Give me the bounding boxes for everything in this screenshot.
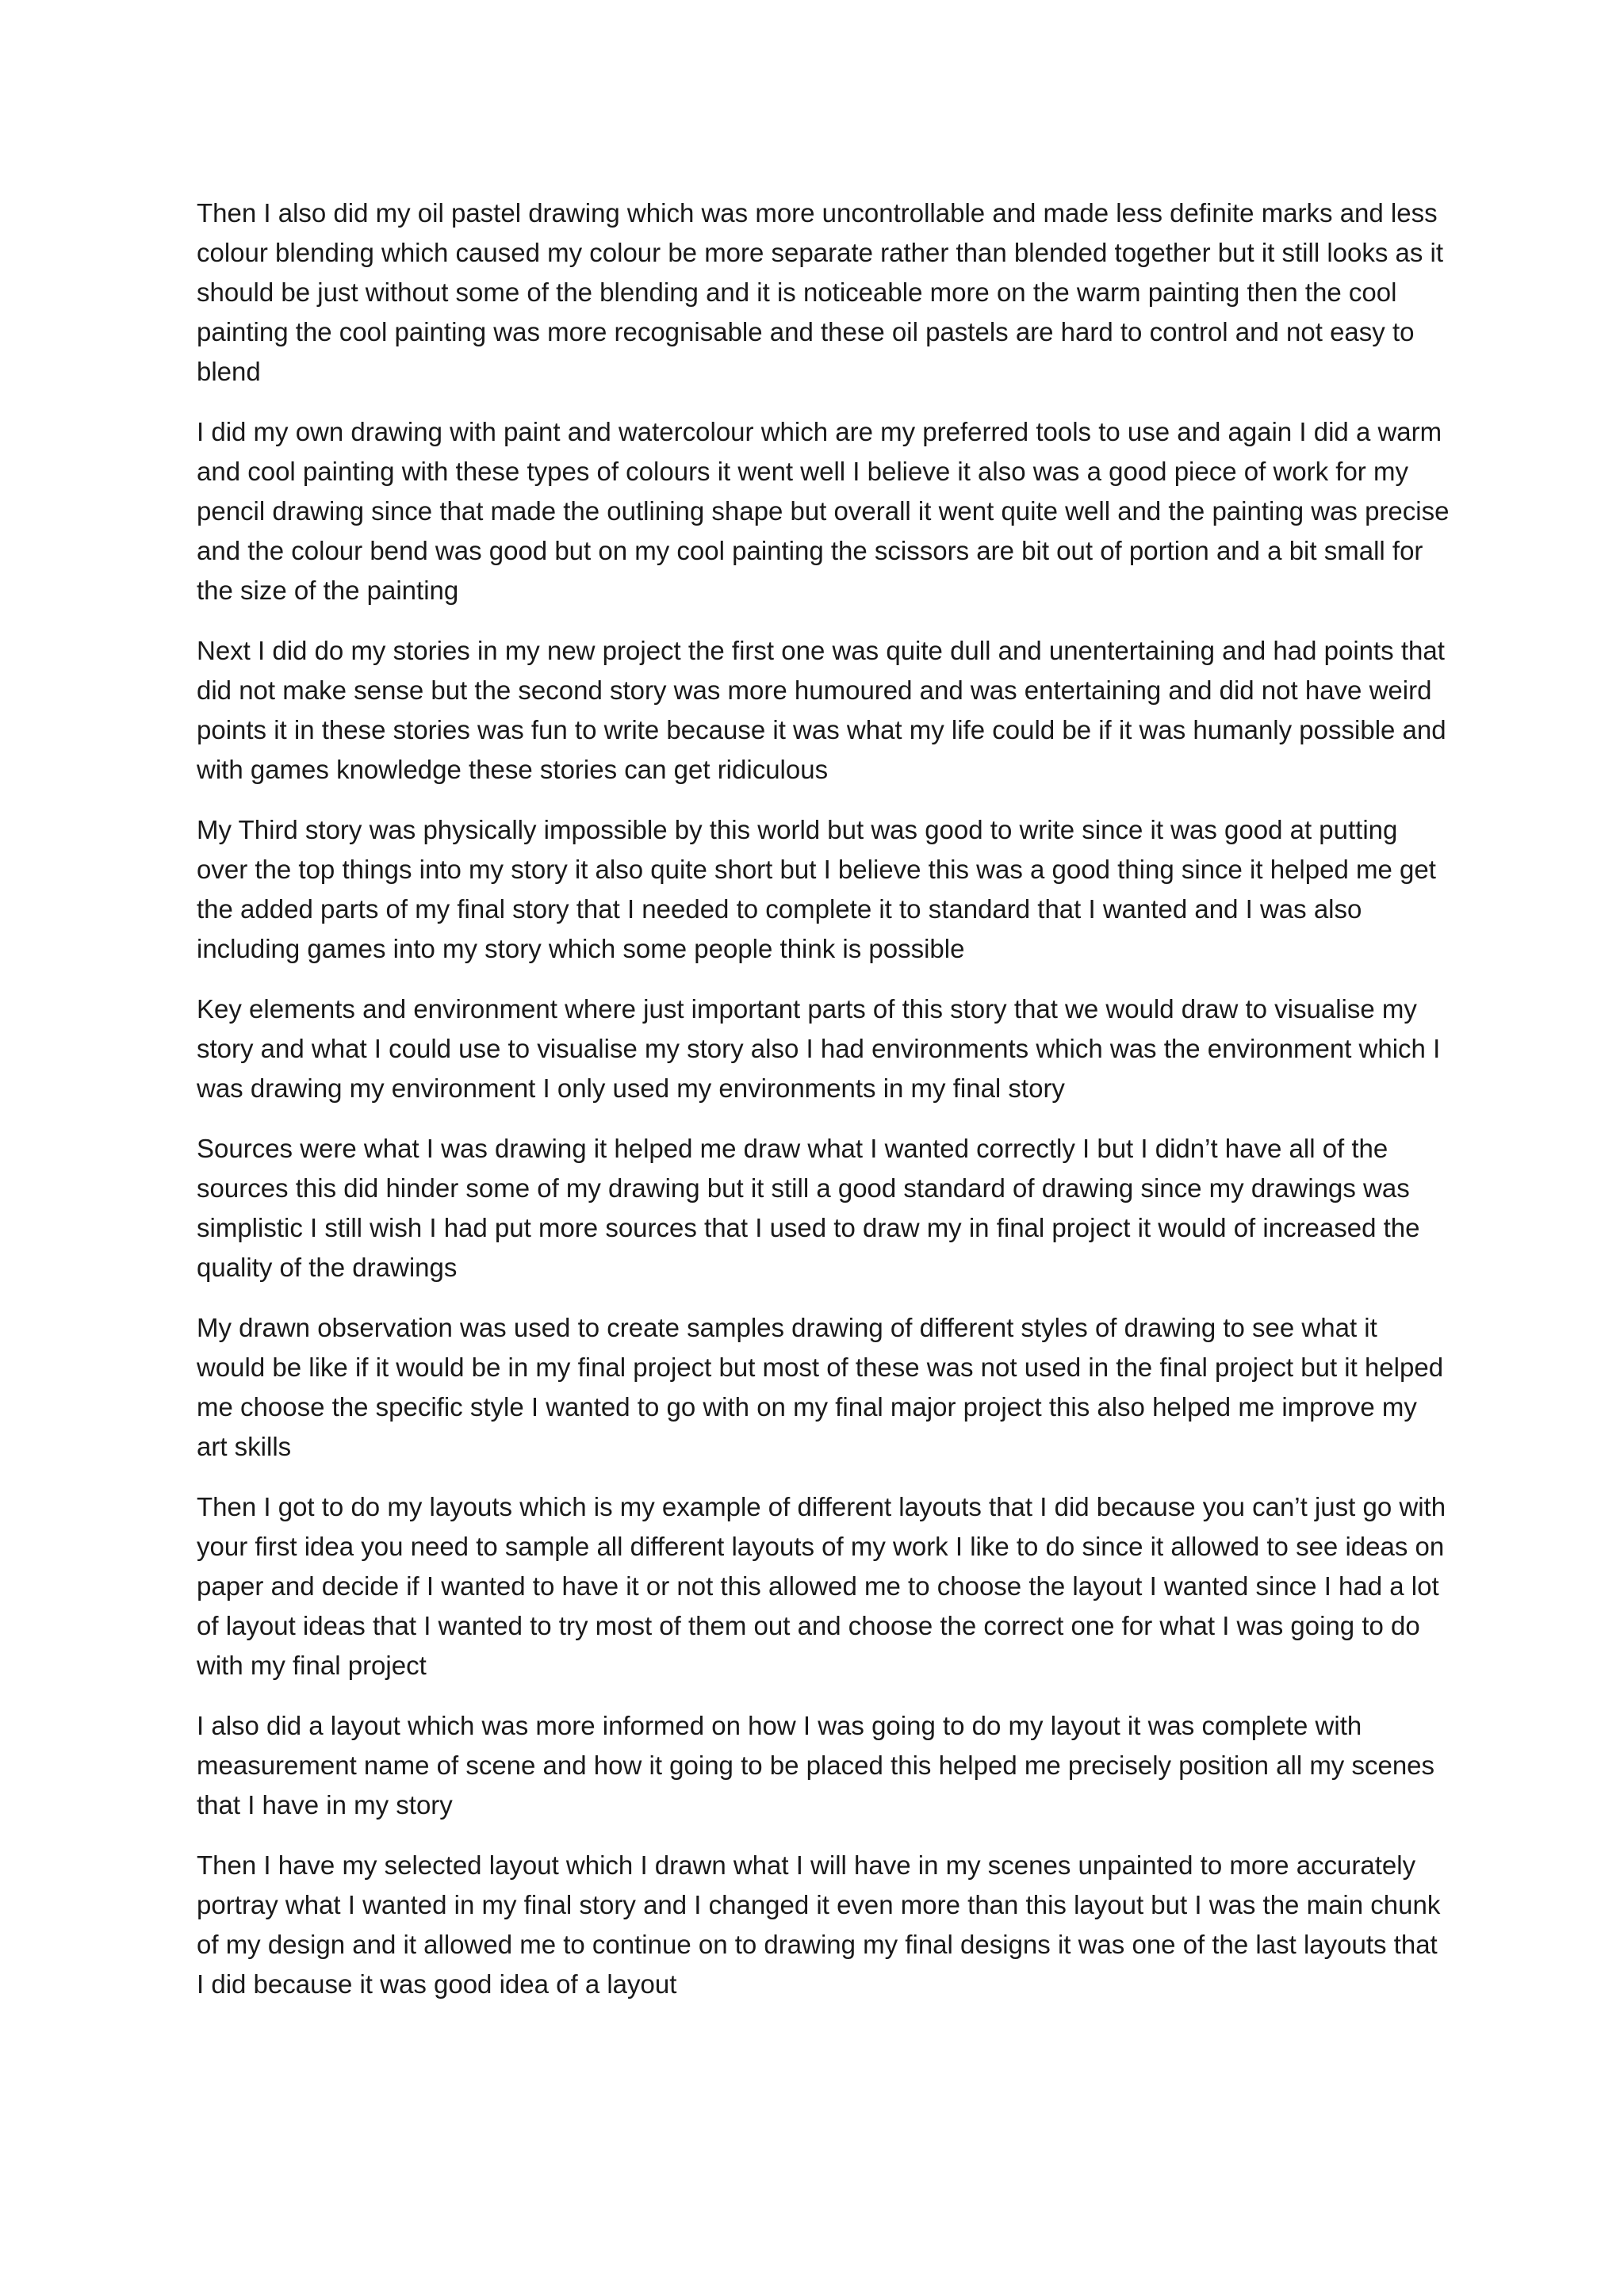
paragraph-third-story: My Third story was physically impossible by this world but was good to write since it was good at putting over the top things into my story it also quite short but I believe this was a good thing since it helped me get the added parts of my final story that I needed to complete it to standard that I wanted and I was also including games into my story which some people think is possible (197, 815, 1436, 963)
paragraph-key-elements: Key elements and environment where just important parts of this story that we would draw to visualise my story and what I could use to visualise my story also I had environments which was the environment which I was drawing my environment I only used my environments in my final story (197, 994, 1441, 1103)
paragraph-oil-pastel: Then I also did my oil pastel drawing which was more uncontrollable and made less definite marks and less colour blending which caused my colour be more separate rather than blended together but it still looks as it should be just without some of the blending and it is noticeable more on the warm painting then the cool painting the cool painting was more recognisable and these oil pastels are hard to control and not easy to blend (197, 198, 1444, 386)
paragraph-informed-layout: I also did a layout which was more informed on how I was going to do my layout it was complete with measurement name of scene and how it going to be placed this helped me precisely position all my scenes that I have in my story (197, 1711, 1435, 1820)
paragraph-paint-watercolour: I did my own drawing with paint and watercolour which are my preferred tools to use and again I did a warm and cool painting with these types of colours it went well I believe it also was a good piece of work for my pencil drawing since that made the outlining shape but overall it went quite well and the painting was precise and the colour bend was good but on my cool painting the scissors are bit out of portion and a bit small for the size of the painting (197, 417, 1450, 605)
document-body (197, 193, 1450, 2025)
paragraph-sources: Sources were what I was drawing it helped me draw what I wanted correctly I but I didn’t have all of the sources this did hinder some of my drawing but it still a good standard of drawing since my drawings was simplistic I still wish I had put more sources that I used to draw my in final project it would of increased the quality of the drawings (197, 1134, 1420, 1282)
paragraph-selected-layout: Then I have my selected layout which I drawn what I will have in my scenes unpainted to more accurately portray what I wanted in my final story and I changed it even more than this layout but I was the main chunk of my design and it allowed me to continue on to drawing my final designs it was one of the last layouts that I did because it was good idea of a layout (197, 1850, 1441, 1999)
paragraph-stories: Next I did do my stories in my new project the first one was quite dull and unentertaining and had points that did not make sense but the second story was more humoured and was entertaining and did not have weird points it in these stories was fun to write because it was what my life could be if it was humanly possible and with games knowledge these stories can get ridiculous (197, 636, 1446, 784)
paragraph-drawn-observation: My drawn observation was used to create samples drawing of different styles of drawing to see what it would be like if it would be in my final project but most of these was not used in the final project but it helped me choose the specific style I wanted to go with on my final major project this also helped me improve my art skills (197, 1313, 1444, 1461)
paragraph-layouts: Then I got to do my layouts which is my example of different layouts that I did because you can’t just go with your first idea you need to sample all different layouts of my work I like to do since it allowed to see ideas on paper and decide if I wanted to have it or not this allowed me to choose the layout I wanted since I had a lot of layout ideas that I wanted to try most of them out and choose the correct one for what I was going to do with my final project (197, 1492, 1446, 1680)
